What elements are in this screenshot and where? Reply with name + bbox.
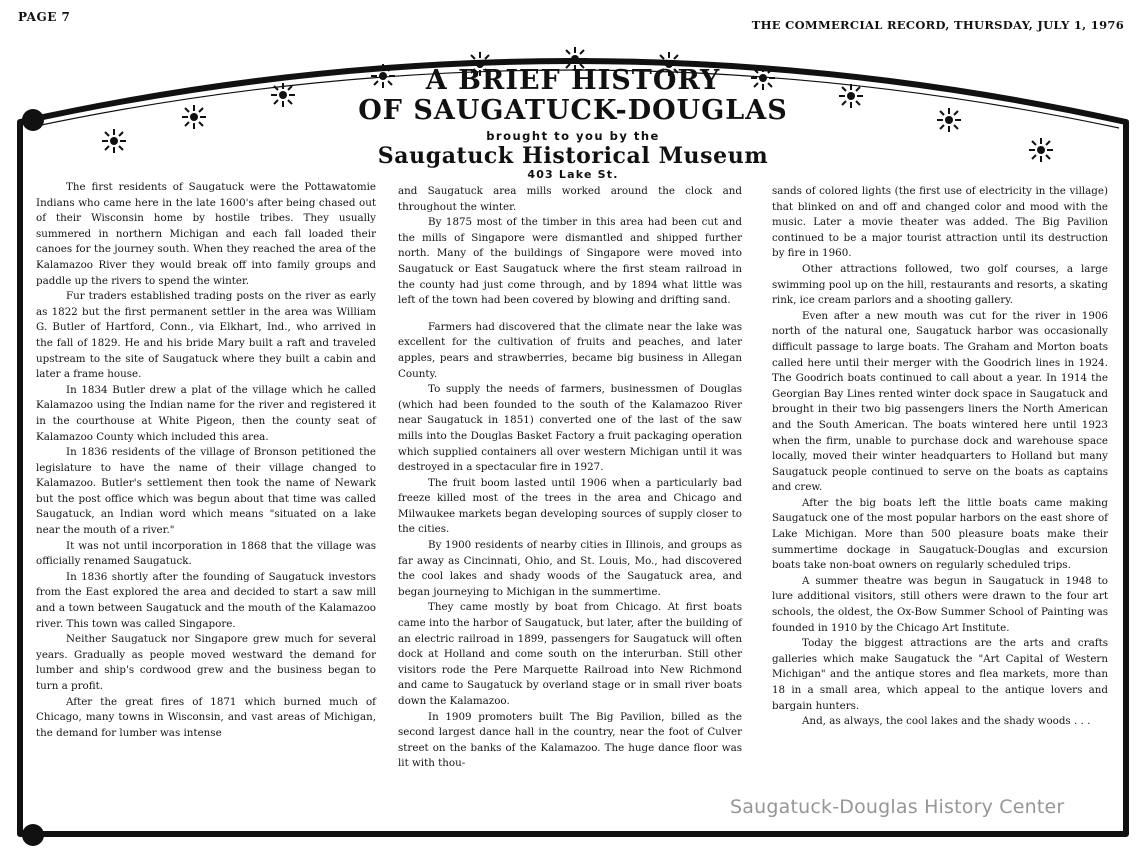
paragraph: The fruit boom lasted until 1906 when a particularly bad freeze killed most of the trees in the area and Chicago and Milwaukee markets began developing sources of supply closer to the cities.	[398, 476, 742, 536]
museum-address: 403 Lake St.	[527, 168, 619, 181]
page-number: PAGE 7	[18, 10, 71, 24]
article-title-line1: A BRIEF HISTORY	[425, 65, 721, 96]
paragraph: Other attractions followed, two golf courses, a large swimming pool up on the hill, restaurants and resorts, a skating rink, ice cream parlors and a shooting gallery.	[772, 262, 1108, 307]
newspaper-masthead: THE COMMERCIAL RECORD, THURSDAY, JULY 1, 1976	[751, 18, 1124, 32]
paragraph: Fur traders established trading posts on the river as early as 1822 but the first permanent settler in the area was William G. Butler of Hartford, Conn., via Elkhart, Ind., who arrived in the fall of 1829. He and his bride Mary built a raft and traveled upstream to the site of Saugatuck where they built a cabin and later a frame house.	[36, 290, 376, 381]
paragraph: A summer theatre was begun in Saugatuck in 1948 to lure additional visitors, still others were drawn to the four art schools, the oldest, the Ox-Bow Summer School of Painting was founded in 1910 by the Chicago Art Institute.	[772, 574, 1108, 634]
paragraph: By 1875 most of the timber in this area had been cut and the mills of Singapore were dismantled and shipped further north. Many of the buildings of Singapore were moved into Saugatuck or East Saugatuck where the first steam railroad in the county had just come through, and by 1894 what little was left of the town had been covered by blowing and drifting sand.	[398, 216, 742, 307]
article-column-3	[772, 184, 1108, 730]
paragraph: In 1836 shortly after the founding of Saugatuck investors from the East explored the area and decided to start a saw mill and a town between Saugatuck and the mouth of the Kalamazoo river. This town was called Singapore.	[36, 570, 376, 630]
paragraph: In 1834 Butler drew a plat of the village which he called Kalamazoo using the Indian name for the river and registered it in the courthouse at White Pigeon, then the county seat of Kalamazoo County which included this area.	[36, 383, 376, 443]
article-column-1	[36, 180, 376, 741]
paragraph: Today the biggest attractions are the arts and crafts galleries which make Saugatuck the "Art Capital of Western Michigan" and the antique stores and flea markets, more than 18 in a small area, which appeal to the antique lovers and bargain hunters.	[772, 637, 1108, 712]
paragraph: And, as always, the cool lakes and the shady woods . . .	[802, 715, 1091, 728]
paragraph: They came mostly by boat from Chicago. At first boats came into the harbor of Saugatuck, but later, after the building of an electric railroad in 1899, passengers for Saugatuck will often dock at Holland and come south on the interurban. Still other visitors rode the Pere Marquette Railroad into New Richmond and came to Saugatuck by overland stage or in small river boats down the Kalamazoo.	[398, 601, 742, 707]
article-column-2	[398, 184, 742, 772]
paragraph: and Saugatuck area mills worked around the clock and throughout the winter.	[398, 185, 742, 213]
paragraph: The first residents of Saugatuck were the Pottawatomie Indians who came here in the late 1600's after being chased out of their Wisconsin home by hostile tribes. They usually summered in northern Michigan and each fall loaded their canoes for the journey south. When they reached the area of the Kalamazoo River they would break off into family groups and paddle up the rivers to spend the winter.	[36, 181, 376, 287]
museum-name: Saugatuck Historical Museum	[377, 143, 769, 169]
paragraph: Even after a new mouth was cut for the river in 1906 north of the natural one, Saugatuck harbor was occasionally difficult passage to large boats. The Graham and Morton boats called here until their merger with the Goodrich lines in 1924. The Goodrich boats continued to call about a year. In 1914 the Georgian Bay Lines rented winter dock space in Saugatuck and brought in their two big passengers liners the North American and the South American. The boats wintered here until 1923 when the firm, unable to purchase dock and warehouse space locally, moved their winter headquarters to Holland but many Saugatuck people continued to serve on the boats as captains and crew.	[772, 309, 1108, 494]
paragraph: In 1909 promoters built The Big Pavilion, billed as the second largest dance hall in the country, near the foot of Culver street on the banks of the Kalamazoo. The huge dance floor was lit with thou-	[398, 710, 742, 770]
paragraph: sands of colored lights (the first use of electricity in the village) that blinked on and off and changed color and mood with the music. Later a movie theater was added. The Big Pavilion continued to be a major tourist attraction until its destruction by fire in 1960.	[772, 185, 1108, 260]
watermark: Saugatuck-Douglas History Center	[730, 796, 1065, 818]
paragraph: Farmers had discovered that the climate near the lake was excellent for the cultivation of fruits and peaches, and later apples, pears and strawberries, became big business in Allegan County.	[398, 320, 742, 380]
filled-circle-icon	[22, 824, 44, 846]
article-title-block	[0, 66, 1146, 182]
paragraph: It was not until incorporation in 1868 that the village was officially renamed Saugatuck.	[36, 539, 376, 568]
article-title-line2: OF SAUGATUCK-DOUGLAS	[358, 95, 788, 126]
paragraph: By 1900 residents of nearby cities in Illinois, and groups as far away as Cincinnati, Ohio, and St. Louis, Mo., had discovered the cool lakes and shady woods of the Saugatuck area, and began journeying to Michigan in the summertime.	[398, 539, 742, 598]
article-subtitle: brought to you by the	[486, 129, 660, 143]
paragraph: Neither Saugatuck nor Singapore grew much for several years. Gradually as people moved westward the demand for lumber and ship's cordwood grew and the business began to turn a profit.	[36, 633, 376, 692]
paragraph: After the big boats left the little boats came making Saugatuck one of the most popular harbors on the east shore of Lake Michigan. More than 500 pleasure boats make their summertime dockage in Saugatuck-Douglas and excursion boats take non-boat owners on regularly scheduled trips.	[772, 496, 1108, 572]
paragraph: To supply the needs of farmers, businessmen of Douglas (which had been founded to the south of the Kalamazoo River near Saugatuck in 1851) converted one of the last of the saw mills into the Douglas Basket Factory a fruit packaging operation which supplied containers all over western Michigan until it was destroyed in a spectacular fire in 1927.	[398, 383, 742, 474]
paragraph: After the great fires of 1871 which burned much of Chicago, many towns in Wisconsin, and vast areas of Michigan, the demand for lumber was intense	[36, 695, 376, 739]
paragraph: In 1836 residents of the village of Bronson petitioned the legislature to have the name of their village changed to Kalamazoo. Butler's settlement then took the name of Newark but the post office which was begun about that time was called Saugatuck, an Indian word which means "situated on a lake near the mouth of a river."	[36, 446, 376, 537]
